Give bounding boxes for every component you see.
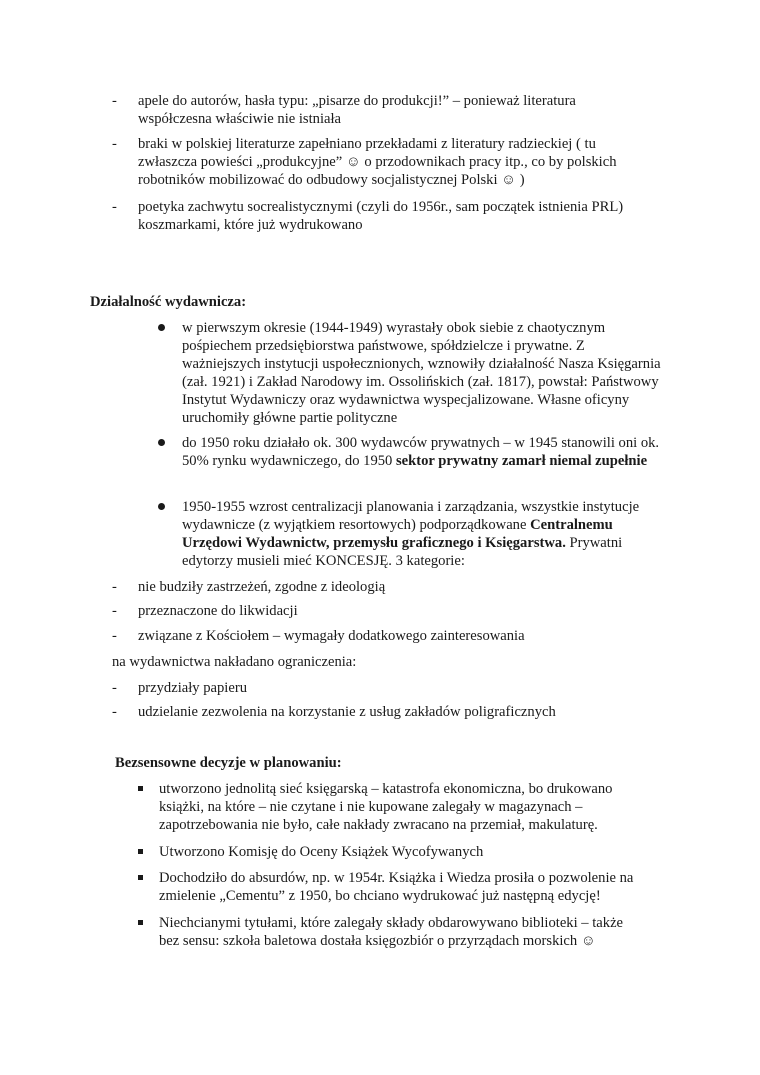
list-item [158, 434, 678, 470]
list-item-text: 1950-1955 wzrost centralizacji planowania i zarządzania, wszystkie instytucje wydawnicze (z wyjątkiem resortowych) podporządkowane Centralnemu Urzędowi Wydawnictw, przemysłu graficznego i Księgarstwa. Prywatni edytorzy musieli mieć KONCESJĘ. 3 kategorie: [182, 499, 640, 569]
dash-marker: - [112, 680, 117, 696]
dash-marker: - [112, 93, 117, 109]
dash-marker: - [112, 628, 117, 644]
list-item-text: przeznaczone do likwidacji [138, 603, 298, 619]
list-item-text: Niechcianymi tytułami, które zalegały składy obdarowywano biblioteki – także bez sensu: szkoła baletowa dostała księgozbiór o przyrządach morskich ☺ [159, 915, 624, 949]
list-item-text: Utworzono Komisję do Oceny Książek Wycofywanych [159, 844, 484, 860]
list-item [158, 498, 678, 570]
square-bullet-marker [138, 875, 143, 880]
list-item-text: nie budziły zastrzeżeń, zgodne z ideologią [138, 579, 386, 595]
list-item [112, 135, 672, 189]
list-item [112, 602, 672, 620]
bullet-marker [158, 324, 165, 331]
list-item [112, 578, 672, 596]
dash-marker: - [112, 136, 117, 152]
square-bullet-marker [138, 786, 143, 791]
list-item [112, 198, 672, 234]
list-item-text: Dochodziło do absurdów, np. w 1954r. Książka i Wiedza prosiła o pozwolenie na zmielenie „Cementu” z 1950, bo chciano wydrukować już następną edycję! [159, 870, 634, 904]
dash-marker: - [112, 199, 117, 215]
section-heading: Działalność wydawnicza: [90, 294, 247, 310]
list-item [137, 843, 657, 861]
list-item [112, 627, 672, 645]
bullet-marker [158, 503, 165, 510]
restrictions-intro: na wydawnictwa nakładano ograniczenia: [112, 654, 357, 670]
list-item-text: udzielanie zezwolenia na korzystanie z usług zakładów poligraficznych [138, 704, 556, 720]
list-item [112, 703, 672, 721]
square-bullet-marker [138, 920, 143, 925]
list-item [137, 780, 657, 834]
dash-marker: - [112, 704, 117, 720]
list-item-text: utworzono jednolitą sieć księgarską – katastrofa ekonomiczna, bo drukowano książki, na które – nie czytane i nie kupowane zalegały w magazynach – zapotrzebowania nie było, całe nakłady zwracano na przemiał, makulaturę. [159, 781, 613, 833]
list-item-text: do 1950 roku działało ok. 300 wydawców prywatnych – w 1945 stanowili oni ok. 50% rynku wydawniczego, do 1950 sektor prywatny zamarł niemal zupełnie [182, 435, 660, 469]
list-item-text: braki w polskiej literaturze zapełniano przekładami z literatury radzieckiej ( tu zwłaszcza powieści „produkcyjne” ☺ o przodownikach pracy itp., co by polskich robotników mobilizować do odbudowy socjalistycznej Polski ☺ ) [138, 136, 617, 188]
dash-marker: - [112, 603, 117, 619]
list-item-text: związane z Kościołem – wymagały dodatkowego zainteresowania [138, 628, 525, 644]
list-item [158, 319, 678, 427]
list-item [137, 869, 657, 905]
list-item-text: przydziały papieru [138, 680, 247, 696]
square-bullet-marker [138, 849, 143, 854]
list-item-text: w pierwszym okresie (1944-1949) wyrastały obok siebie z chaotycznym pośpiechem przedsiębiorstwa państwowe, spółdzielcze i prywatne. Z ważniejszych instytucji uspołecznionych, wznowiły działalność Nasza Księgarnia (zał. 1921) i Zakład Narodowy im. Ossolińskich (zał. 1817), powstał: Państwowy Instytut Wydawniczy oraz wydawnictwa wyspecjalizowane. Własne oficyny uruchomiły główne partie polityczne [182, 320, 661, 426]
section-heading: Bezsensowne decyzje w planowaniu: [115, 755, 342, 771]
bullet-marker [158, 439, 165, 446]
list-item-text: poetyka zachwytu socrealistycznymi (czyli do 1956r., sam początek istnienia PRL) koszmarkami, które już wydrukowano [138, 199, 624, 233]
list-item [137, 914, 657, 950]
list-item-text: apele do autorów, hasła typu: „pisarze do produkcji!” – ponieważ literatura współczesna właściwie nie istniała [138, 93, 576, 127]
bold-text: sektor prywatny zamarł niemal zupełnie [396, 453, 648, 469]
bold-text: Centralnemu Urzędowi Wydawnictw, przemysłu graficznego i Księgarstwa. [182, 517, 613, 551]
list-item [112, 92, 672, 128]
list-item [112, 679, 672, 697]
dash-marker: - [112, 579, 117, 595]
